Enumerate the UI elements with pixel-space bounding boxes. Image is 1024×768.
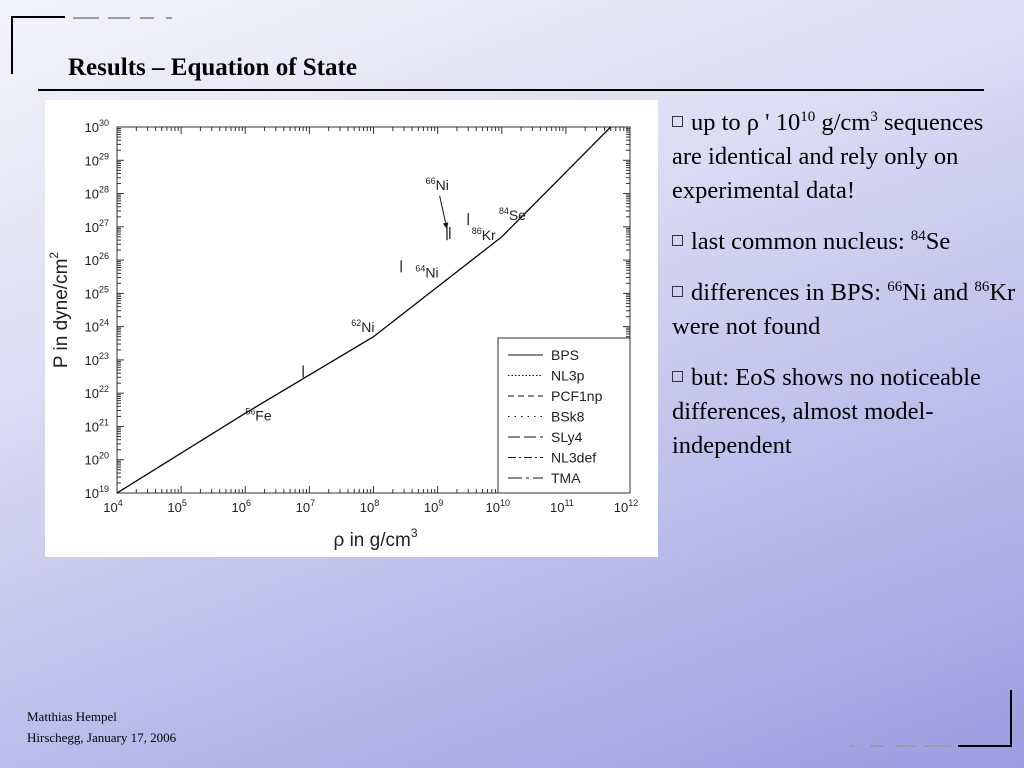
corner-frame-top-left-vertical xyxy=(11,16,13,74)
bullet-superscript: 84 xyxy=(910,228,926,244)
square-bullet-icon xyxy=(672,286,683,297)
y-tick-label: $10^{21}$ xyxy=(84,417,109,435)
x-tick-label: $10^{10}$ xyxy=(485,498,510,515)
bullet-text: g/cm xyxy=(815,109,871,136)
bullet-superscript: 66 xyxy=(887,279,903,295)
x-tick-label: $10^6$ xyxy=(231,498,251,515)
legend-label: SLy4 xyxy=(551,429,583,445)
x-axis-label: ρ in $g/cm^3$ xyxy=(333,526,418,551)
y-axis-label: P in dyne/$cm^2$ xyxy=(47,251,72,369)
legend-label: PCF1np xyxy=(551,388,603,404)
nucleus-annotation: $^{84}$Se xyxy=(498,206,526,224)
decor-dash xyxy=(870,745,883,747)
bullet-text: Kr were not found xyxy=(672,279,1016,340)
y-tick-label: $10^{20}$ xyxy=(84,450,109,468)
y-tick-label: $10^{25}$ xyxy=(84,284,109,302)
square-bullet-icon xyxy=(672,235,683,246)
slide-title: Results – Equation of State xyxy=(68,54,357,81)
square-bullet-icon xyxy=(672,371,683,382)
bullet-superscript: 3 xyxy=(870,109,878,125)
y-tick-label: $10^{30}$ xyxy=(84,118,109,135)
bullet-item xyxy=(672,276,1017,344)
bullet-list xyxy=(672,106,1017,480)
bullet-text: up to ρ ' 10 xyxy=(691,109,801,136)
decor-dash xyxy=(140,17,154,19)
x-tick-label: $10^9$ xyxy=(423,498,444,515)
bullet-superscript: 10 xyxy=(800,109,816,125)
chart-panel xyxy=(45,100,658,557)
x-tick-label: $10^8$ xyxy=(359,498,380,515)
bullet-item xyxy=(672,361,1017,463)
legend-label: NL3p xyxy=(551,367,585,384)
corner-frame-bottom-right-horizontal xyxy=(958,745,1012,747)
bullet-text: sequences are identical and rely only on experimental data! xyxy=(672,109,984,204)
decor-dash xyxy=(850,745,855,747)
nucleus-annotation: $^{64}$Ni xyxy=(415,263,439,281)
decor-dash xyxy=(924,745,951,747)
legend-label: BSk8 xyxy=(551,408,585,425)
x-tick-label: $10^5$ xyxy=(167,498,187,515)
y-tick-label: $10^{22}$ xyxy=(84,384,109,402)
x-tick-label: $10^{12}$ xyxy=(613,498,639,515)
x-tick-label: $10^{11}$ xyxy=(549,498,574,515)
x-tick-label: $10^4$ xyxy=(103,498,123,515)
bullet-text: Se xyxy=(925,228,951,255)
y-tick-label: $10^{28}$ xyxy=(84,184,109,202)
square-bullet-icon xyxy=(672,116,683,127)
y-tick-label: $10^{23}$ xyxy=(84,350,109,368)
bullet-text: last common nucleus: xyxy=(691,228,911,255)
arrow-head-icon xyxy=(443,222,448,229)
y-tick-label: $10^{26}$ xyxy=(84,251,109,269)
x-tick-label: $10^7$ xyxy=(295,498,316,515)
footer-event: Hirschegg, January 17, 2006 xyxy=(27,730,177,745)
title-rule xyxy=(38,89,984,91)
legend-label: TMA xyxy=(551,470,581,486)
decor-dash xyxy=(73,17,99,19)
y-tick-label: $10^{29}$ xyxy=(84,151,109,169)
footer-author: Matthias Hempel xyxy=(27,709,117,724)
corner-frame-bottom-right-vertical xyxy=(1010,690,1012,747)
eos-chart xyxy=(45,100,658,557)
legend-label: NL3def xyxy=(551,449,597,466)
bullet-superscript: 86 xyxy=(974,279,990,295)
y-tick-label: $10^{19}$ xyxy=(84,484,109,501)
y-tick-label: $10^{24}$ xyxy=(84,317,109,335)
bullet-text: differences in BPS: xyxy=(691,279,888,306)
decor-dash xyxy=(166,17,172,19)
decor-dash xyxy=(895,745,915,747)
nucleus-annotation: $^{86}$Kr xyxy=(471,226,496,244)
legend-label: BPS xyxy=(551,347,580,363)
bullet-item xyxy=(672,106,1017,208)
nucleus-annotation: $^{56}$Fe xyxy=(245,406,272,424)
y-tick-label: $10^{27}$ xyxy=(84,217,109,235)
decor-dash xyxy=(108,17,130,19)
bullet-item xyxy=(672,225,1017,259)
nucleus-annotation: $^{66}$Ni xyxy=(425,175,449,193)
bullet-text: Ni and xyxy=(902,279,975,306)
bullet-text: but: EoS shows no noticeable differences, almost model-independent xyxy=(672,364,981,459)
nucleus-annotation: $^{62}$Ni xyxy=(351,317,375,335)
corner-frame-top-left-horizontal xyxy=(11,16,65,18)
